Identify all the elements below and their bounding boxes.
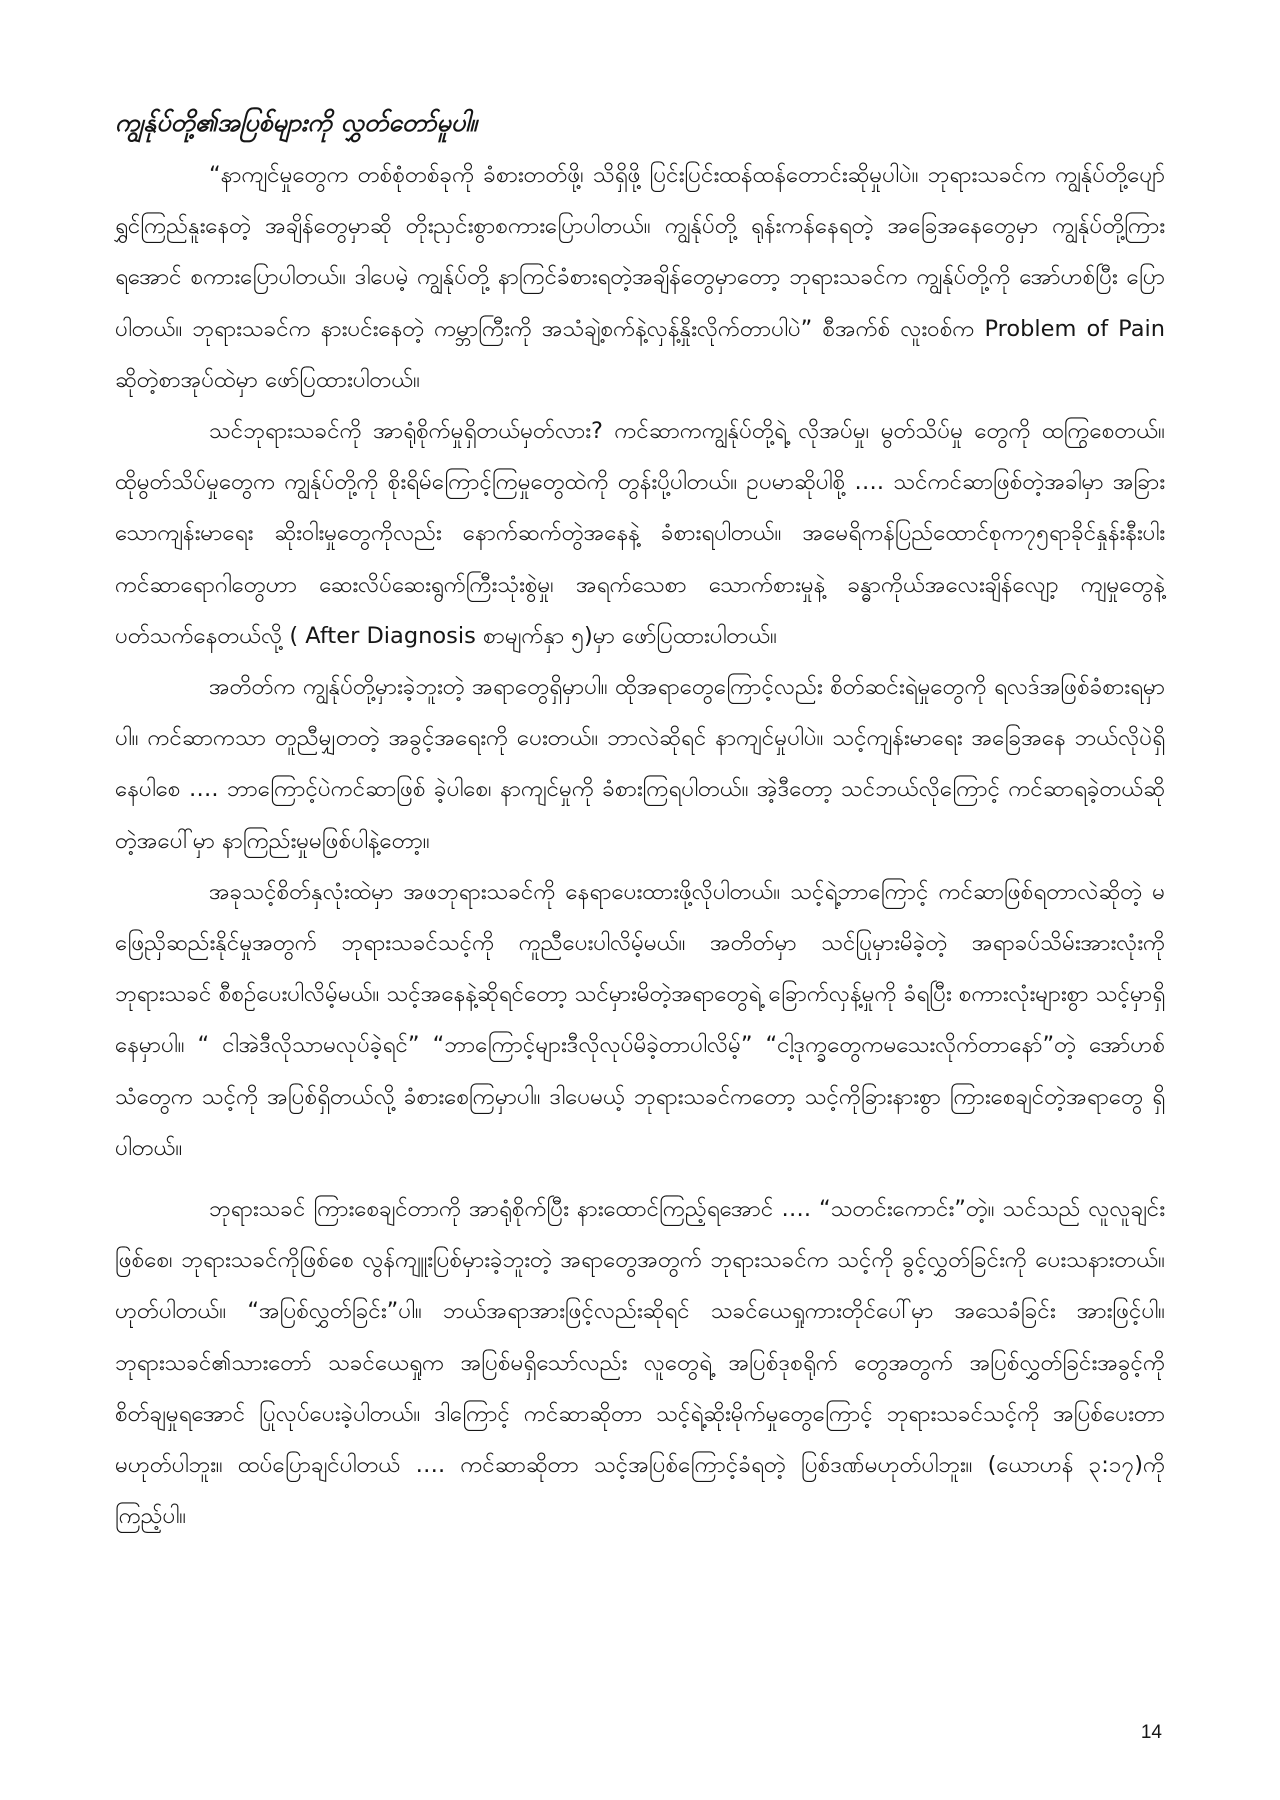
paragraph-4: အခုသင့်စိတ်နှလုံးထဲမှာ အဖဘုရားသခင်ကို နေရာပေးထားဖို့လိုပါတယ်။ သင့်ရဲ့ဘာကြောင့် ကင်ဆာဖြစ်ရတာလဲဆိုတဲ့ မဖြေညှိဆည်းနိုင်မှုအတွက် ဘုရားသခင်သင့်ကို ကူညီပေးပါလိမ့်မယ်။ အတိတ်မှာ သင်ပြုမှားမိခဲ့တဲ့ အရာခပ်သိမ်းအားလုံးကို ဘုရားသခင် စီစဉ်ပေးပါလိမ့်မယ်။ သင့်အနေနဲ့ဆိုရင်တော့ သင်မှားမိတဲ့အရာတွေရဲ့ ခြောက်လှန့်မှုကို ခံရပြီး စကားလုံးများစွာ သင့်မှာရှိနေမှာပါ။ “ ငါအဲဒီလိုသာမလုပ်ခဲ့ရင်” “ဘာကြောင့်များဒီလိုလုပ်မိခဲ့တာပါလိမ့်” “ငါ့ဒုက္ခတွေကမသေးလိုက်တာနော်”တဲ့ အော်ဟစ်သံတွေက သင့်ကို အပြစ်ရှိတယ်လို့ ခံစားစေကြမှာပါ။ ဒါပေမယ့် ဘုရားသခင်ကတော့ သင့်ကိုခြားနားစွာ ကြားစေချင်တဲ့အရာတွေ ရှိပါတယ်။ — [115, 878, 1165, 1161]
paragraph-5: ဘုရားသခင် ကြားစေချင်တာကို အာရုံစိုက်ပြီး နားထောင်ကြည့်ရအောင် …. “သတင်းကောင်း”တဲ့။ သင်သည် လူလူချင်းဖြစ်စေ၊ ဘုရားသခင်ကိုဖြစ်စေ လွန်ကျူးပြစ်မှားခဲ့ဘူးတဲ့ အရာတွေအတွက် ဘုရားသခင်က သင့်ကို ခွင့်လွှတ်ခြင်းကို ပေးသနားတယ်။ ဟုတ်ပါတယ်။ “အပြစ်လွှတ်ခြင်း”ပါ။ ဘယ်အရာအားဖြင့်လည်းဆိုရင် သခင်ယေရှုကားတိုင်ပေါ်မှာ အသေခံခြင်း အားဖြင့်ပါ။ ဘုရားသခင်၏သားတော် သခင်ယေရှုက အပြစ်မရှိသော်လည်း လူတွေရဲ့ အပြစ်ဒုစရိုက် တွေအတွက် အပြစ်လွှတ်ခြင်းအခွင့်ကို စိတ်ချမှုရအောင် ပြုလုပ်ပေးခဲ့ပါတယ်။ ဒါကြောင့် ကင်ဆာဆိုတာ သင့်ရဲ့ဆိုးမိုက်မှုတွေကြောင့် ဘုရားသခင်သင့်ကို အပြစ်ပေးတာမဟုတ်ပါဘူး။ ထပ်ပြောချင်ပါတယ် …. ကင်ဆာဆိုတာ သင့်အပြစ်ကြောင့်ခံရတဲ့ ပြစ်ဒဏ်မဟုတ်ပါဘူး။ (ယောဟန် ၃:၁၇)ကို ကြည့်ပါ။ — [115, 1196, 1165, 1530]
paragraph-2: သင်ဘုရားသခင်ကို အာရုံစိုက်မှုရှိတယ်မှတ်လား? ကင်ဆာကကျွန်ုပ်တို့ရဲ့ လိုအပ်မှု၊ မွတ်သိပ်မှု တွေကို ထကြွစေတယ်။ ထိုမွတ်သိပ်မှုတွေက ကျွန်ုပ်တို့ကို စိုးရိမ်ကြောင့်ကြမှုတွေထဲကို တွန်းပို့ပါတယ်။ ဥပမာဆိုပါစို့ …. သင်ကင်ဆာဖြစ်တဲ့အခါမှာ အခြားသောကျန်းမာရေး ဆိုးဝါးမှုတွေကိုလည်း နောက်ဆက်တွဲအနေနဲ့ ခံစားရပါတယ်။ အမေရိကန်ပြည်ထောင်စုက၇၅ရာခိုင်နှုန်းနီးပါးကင်ဆာရောဂါတွေဟာ ဆေးလိပ်ဆေးရွက်ကြီးသုံးစွဲမှု၊ အရက်သေစာ သောက်စားမှုနဲ့ ခန္ဓာကိုယ်အလေးချိန်လျော့ ကျမှုတွေနဲ့ ပတ်သက်နေတယ်လို့ ( After Diagnosis စာမျက်နှာ ၅)မှာ ဖော်ပြထားပါတယ်။ — [115, 418, 1165, 649]
paragraph-1: “နာကျင်မှုတွေက တစ်စုံတစ်ခုကို ခံစားတတ်ဖို့၊ သိရှိဖို့ ပြင်းပြင်းထန်ထန်တောင်းဆိုမှုပါပဲ။ ဘုရားသခင်က ကျွန်ုပ်တို့ပျော်ရွှင်ကြည်နူးနေတဲ့ အချိန်တွေမှာဆို တိုးညှင်းစွာစကားပြောပါတယ်။ ကျွန်ုပ်တို့ ရုန်းကန်နေရတဲ့ အခြေအနေတွေမှာ ကျွန်ုပ်တို့ကြားရအောင် စကားပြောပါတယ်။ ဒါပေမဲ့ ကျွန်ုပ်တို့ နာကြင်ခံစားရတဲ့အချိန်တွေမှာတော့ ဘုရားသခင်က ကျွန်ုပ်တို့ကို အော်ဟစ်ပြီး ပြောပါတယ်။ ဘုရားသခင်က နားပင်းနေတဲ့ ကမ္ဘာကြီးကို အသံချဲ့စက်နဲ့လှန့်နှိုးလိုက်တာပါပဲ” စီအက်စ် လူးဝစ်က Problem of Pain ဆိုတဲ့စာအုပ်ထဲမှာ ဖော်ပြထားပါတယ်။ — [115, 162, 1165, 393]
page-number: 14 — [1140, 1722, 1162, 1743]
document-page — [115, 96, 1165, 1542]
section-heading: ကျွန်ုပ်တို့၏အပြစ်များကို လွှတ်တော်မူပါ။ — [115, 108, 478, 137]
paragraph-3: အတိတ်က ကျွန်ုပ်တို့မှားခဲ့ဘူးတဲ့ အရာတွေရှိမှာပါ။ ထိုအရာတွေကြောင့်လည်း စိတ်ဆင်းရဲမှုတွေကို ရလဒ်အဖြစ်ခံစားရမှာပါ။ ကင်ဆာကသာ တူညီမျှတတဲ့ အခွင့်အရေးကို ပေးတယ်။ ဘာလဲဆိုရင် နာကျင်မှုပါပဲ။ သင့်ကျန်းမာရေး အခြေအနေ ဘယ်လိုပဲရှိနေပါစေ …. ဘာကြောင့်ပဲကင်ဆာဖြစ် ခဲ့ပါစေ၊ နာကျင်မှုကို ခံစားကြရပါတယ်။ အဲ့ဒီတော့ သင်ဘယ်လိုကြောင့် ကင်ဆာရခဲ့တယ်ဆိုတဲ့အပေါ်မှာ နာကြည်းမှုမဖြစ်ပါနဲ့တော့။ — [115, 674, 1165, 854]
